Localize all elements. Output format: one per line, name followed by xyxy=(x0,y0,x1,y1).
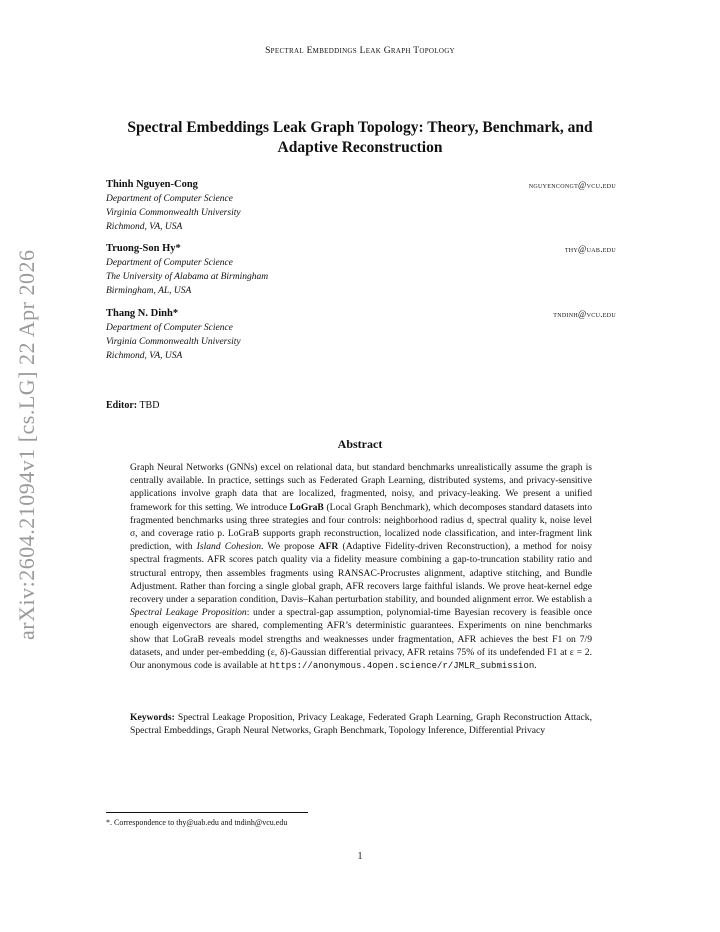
paper-title: Spectral Embeddings Leak Graph Topology: Theory, Benchmark, and Adaptive Reconstruction xyxy=(127,119,593,156)
author-location: Richmond, VA, USA xyxy=(106,222,183,232)
author-name: Thang N. Dinh* xyxy=(106,308,179,319)
proposition-name: Spectral Leakage Proposition xyxy=(130,607,247,619)
author-name: Thinh Nguyen-Cong xyxy=(106,179,198,190)
editor-line xyxy=(106,400,159,411)
correspondence-footnote: *. Correspondence to thy@uab.edu and tndinh@vcu.edu xyxy=(106,818,288,827)
abstract-body xyxy=(130,461,592,673)
author-block-3 xyxy=(106,307,616,363)
code-url-link[interactable]: https://anonymous.4open.science/r/JMLR_submission xyxy=(269,661,535,672)
abstract-heading: Abstract xyxy=(337,437,383,451)
author-location: Birmingham, AL, USA xyxy=(106,286,192,296)
keywords-text: Spectral Leakage Proposition, Privacy Leakage, Federated Graph Learning, Graph Reconstruction Attack, Spectral Embeddings, Graph Neural Networks, Graph Benchmark, Topology Inference, Differential Privacy xyxy=(130,712,592,737)
abstract-text: . xyxy=(534,660,537,672)
method-name: AFR xyxy=(318,541,339,553)
page-number: 1 xyxy=(357,851,363,862)
abstract-text: : under a spectral-gap assumption, polynomial-time Bayesian recovery is feasible once enough eigenvectors are shared, complementing AFR’s deterministic guarantees. Experiments on nine benchmarks show that LoGraB reveals model strengths and weaknesses under fragmentation, AFR achieves the best F1 on 7/9 datasets, and under per-embedding (ε, δ)-Gaussian differential privacy, AFR retains 75% of its undefended F1 at ε = 2. Our anonymous code is available at xyxy=(130,607,592,672)
author-location: Richmond, VA, USA xyxy=(106,351,183,361)
author-email[interactable]: nguyencongt@vcu.edu xyxy=(528,180,616,190)
author-institution: The University of Alabama at Birmingham xyxy=(106,272,269,282)
abstract-text: (Local Graph Benchmark), which decomposes standard datasets into fragmented benchmarks using three strategies and four controls: neighborhood radius d, spectral quality k, noise level σ, and coverage ratio p. LoGraB supports graph reconstruction, localized node classification, and inter-fragment link prediction, with xyxy=(130,501,592,553)
author-email[interactable]: tndinh@vcu.edu xyxy=(553,309,616,319)
editor-value: TBD xyxy=(139,400,160,411)
abstract-text: . We propose xyxy=(261,541,319,553)
abstract-text: (Adaptive Fidelity-driven Reconstruction), a method for noisy spectral fragments. AFR scores patch quality via a fidelity measure combining a gap-to-truncation stability ratio and structural entropy, then assembles fragments using RANSAC-Procrustes alignment, adaptive stitching, and Bundle Adjustment. Rather than forcing a single global graph, AFR recovers large faithful islands. We prove heat-kernel edge recovery under a separation condition, Davis–Kahan perturbation stability, and bounded alignment error. We establish a xyxy=(130,541,592,606)
emphasis-term: Island Cohesion xyxy=(196,541,262,553)
arxiv-identifier[interactable]: arXiv:2604.21094v1 [cs.LG] 22 Apr 2026 xyxy=(14,249,39,640)
author-block-1 xyxy=(106,178,616,234)
author-email[interactable]: thy@uab.edu xyxy=(564,244,616,254)
author-department: Department of Computer Science xyxy=(106,258,233,268)
running-head: Spectral Embeddings Leak Graph Topology xyxy=(265,46,455,56)
author-name: Truong-Son Hy* xyxy=(106,243,181,254)
author-institution: Virginia Commonwealth University xyxy=(106,208,241,218)
author-department: Department of Computer Science xyxy=(106,194,233,204)
author-institution: Virginia Commonwealth University xyxy=(106,337,241,347)
keywords-label: Keywords: xyxy=(130,712,175,723)
keywords-block xyxy=(130,711,592,737)
abstract-text: Graph Neural Networks (GNNs) excel on relational data, but standard benchmarks unrealistically assume the graph is centrally available. In practice, settings such as Federated Graph Learning, distributed systems, and privacy-sensitive applications involve graph data that are localized, fragmented, noisy, and privacy-leaking. We present a unified framework for this setting. We introduce xyxy=(130,462,592,513)
footnote-divider xyxy=(106,812,308,813)
author-department: Department of Computer Science xyxy=(106,323,233,333)
editor-label: Editor: xyxy=(106,400,138,411)
benchmark-name: LoGraB xyxy=(289,501,324,513)
author-block-2 xyxy=(106,242,616,298)
